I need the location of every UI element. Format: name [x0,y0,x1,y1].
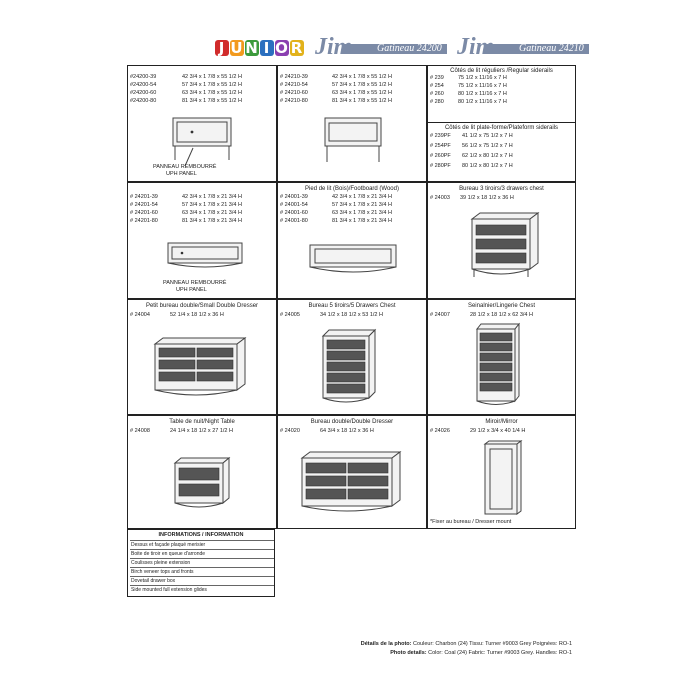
spec-code: # 24001-39 [280,194,308,200]
spec-dims: 81 3/4 x 1 7/8 x 55 1/2 H [182,98,242,104]
jim-model: Gatineau 24210 [519,43,584,54]
junior-letter: R [290,39,304,57]
spec-code: # 24201-80 [130,218,158,224]
lingerie-chest-drawing [473,324,528,410]
spec-dims: 63 3/4 x 1 7/8 x 55 1/2 H [332,90,392,96]
spec-dims: 75 1/2 x 11/16 x 7 H [458,83,507,89]
photo-details-fr-label: Détails de la photo: [360,641,412,647]
spec-row [430,90,507,98]
spec-row [130,89,242,97]
double-dresser-drawing [300,452,406,518]
information-title: INFORMATIONS / INFORMATION [158,532,244,538]
spec-row [280,311,383,319]
spec-code: #24200-60 [130,90,157,96]
jim-brand: Jim [315,34,353,60]
cell-headboard-24200 [127,65,277,182]
spec-dims: 24 1/4 x 18 1/2 x 27 1/2 H [170,428,233,434]
spec-dims: 81 3/4 x 1 7/8 x 21 3/4 H [332,218,392,224]
small-double-dresser-drawing [153,338,253,403]
footboard-wood-drawing [308,241,400,277]
spec-row [430,132,513,140]
mirror-drawing [483,441,523,519]
photo-details-fr [361,640,572,649]
spec-dims: 28 1/2 x 18 1/2 x 62 3/4 H [470,312,533,318]
cell-chest-24005 [277,299,427,415]
spec-code: # 24001-60 [280,210,308,216]
mirror-note: *Fixer au bureau / Dresser mount [430,519,512,525]
spec-dims: 57 3/4 x 1 7/8 x 21 3/4 H [332,202,392,208]
spec-dims: 63 3/4 x 1 7/8 x 55 1/2 H [182,90,242,96]
cell-title: Miroir/Mirror [485,419,518,425]
spec-code: # 24210-39 [280,74,308,80]
spec-row [280,427,374,435]
information-box [127,529,275,597]
cell-footboard-24201 [127,182,277,299]
spec-row [430,427,525,435]
spec-dims: 39 1/2 x 18 1/2 x 36 H [460,195,514,201]
cell-small-double-dresser [127,299,277,415]
spec-row [130,193,242,201]
spec-dims: 80 1/2 x 11/16 x 7 H [458,99,507,105]
spec-code: # 24201-54 [130,202,158,208]
divider [428,122,575,123]
spec-dims: 63 3/4 x 1 7/8 x 21 3/4 H [182,210,242,216]
spec-row [430,194,514,202]
cell-title: Table de nuit/Night Table [169,419,235,425]
spec-dims: 52 1/4 x 18 1/2 x 36 H [170,312,224,318]
spec-dims: 42 3/4 x 1 7/8 x 21 3/4 H [182,194,242,200]
cell-subtitle: Côtés de lit plate-forme/Plateform siderails [444,125,559,131]
cell-title: Pied de lit (Bois)/Footboard (Wood) [305,186,399,192]
jim-brand: Jim [457,34,495,60]
photo-details-en-label: Photo details: [390,650,427,656]
photo-details [361,640,572,658]
cell-siderails [427,65,576,182]
spec-code: #24200-54 [130,82,157,88]
brand-header [0,36,700,66]
spec-code: # 24210-60 [280,90,308,96]
spec-code: # 24004 [130,312,150,318]
spec-row [130,311,224,319]
spec-code: # 24201-60 [130,210,158,216]
spec-code: # 24007 [430,312,450,318]
spec-dims: 34 1/2 x 18 1/2 x 53 1/2 H [320,312,383,318]
junior-letter: N [245,39,259,57]
spec-row [430,74,507,82]
junior-letter: J [215,40,229,56]
spec-code: #24200-80 [130,98,157,104]
spec-row [430,311,533,319]
information-line: Dovetail drawer box [130,576,274,585]
cell-chest-24003 [427,182,576,299]
photo-details-en-text: Color: Coal (24) Fabric: Turner #9003 Grey. Handles: RO-1 [426,650,572,656]
spec-code: # 24001-54 [280,202,308,208]
spec-row [280,73,392,81]
photo-details-en [361,649,572,658]
spec-code: # 254 [430,83,444,89]
information-line: Dessus et façade plaqué merisier [130,540,274,549]
cell-title: Bureau 3 tiroirs/3 drawers chest [459,186,544,192]
spec-row [280,217,392,225]
spec-row [430,162,513,170]
jim-logo-24200 [315,34,447,60]
footboard-upholstered-drawing [166,239,246,271]
spec-row [130,73,242,81]
cell-mirror [427,415,576,529]
information-line: Boite de tiroir en queue d'arronde [130,549,274,558]
spec-dims: 81 3/4 x 1 7/8 x 55 1/2 H [332,98,392,104]
jim-logo-24210 [457,34,589,60]
information-line: Birch veneer tops and fronts [130,567,274,576]
panel-note: PANNEAU REMBOURRÉ [153,164,217,170]
panel-note-en: UPH PANEL [176,287,207,293]
spec-row [430,152,513,160]
junior-letter: I [260,40,274,56]
spec-row [280,201,392,209]
spec-row [430,98,507,106]
spec-dims: 62 1/2 x 80 1/2 x 7 H [462,153,513,159]
spec-dims: 57 3/4 x 1 7/8 x 55 1/2 H [182,82,242,88]
cell-title: Côtés de lit réguliers /Regular siderails [450,68,553,74]
spec-code: # 280 [430,99,444,105]
photo-details-fr-text: Couleur: Charbon (24) Tissu: Turner #9003 Grey Poignées: RO-1 [411,641,572,647]
cell-night-table [127,415,277,529]
spec-dims: 29 1/2 x 3/4 x 40 1/4 H [470,428,526,434]
cell-title: Petit bureau double/Small Double Dresser [145,303,259,309]
spec-row [280,209,392,217]
spec-row [130,217,242,225]
spec-dims: 75 1/2 x 11/16 x 7 H [458,75,507,81]
spec-code: # 24008 [130,428,150,434]
information-line: Coulisses pleine extension [130,558,274,567]
spec-row [280,193,392,201]
cell-headboard-24210 [277,65,427,182]
spec-code: # 280PF [430,163,451,169]
spec-code: # 260 [430,91,444,97]
cell-title: Seinalnier/Lingerie Chest [467,303,536,309]
information-line: Side mounted full extension glides [130,585,274,594]
spec-row [430,142,513,150]
spec-dims: 41 1/2 x 75 1/2 x 7 H [462,133,513,139]
spec-row [130,209,242,217]
panel-note-en: UPH PANEL [166,171,197,177]
spec-row [280,89,392,97]
spec-dims: 42 3/4 x 1 7/8 x 21 3/4 H [332,194,392,200]
spec-dims: 42 3/4 x 1 7/8 x 55 1/2 H [182,74,242,80]
night-table-drawing [173,458,233,516]
spec-code: # 24020 [280,428,300,434]
spec-row [130,81,242,89]
cell-lingerie-chest [427,299,576,415]
spec-code: # 24001-80 [280,218,308,224]
spec-dims: 57 3/4 x 1 7/8 x 55 1/2 H [332,82,392,88]
junior-letter: U [230,39,244,57]
spec-row [130,97,242,105]
spec-dims: 56 1/2 x 75 1/2 x 7 H [462,143,513,149]
spec-dims: 81 3/4 x 1 7/8 x 21 3/4 H [182,218,242,224]
spec-dims: 80 1/2 x 11/16 x 7 H [458,91,507,97]
spec-dims: 80 1/2 x 80 1/2 x 7 H [462,163,513,169]
spec-code: #24200-39 [130,74,157,80]
spec-code: # 260PF [430,153,451,159]
chest-3-drawer-drawing [468,213,543,281]
spec-dims: 63 3/4 x 1 7/8 x 21 3/4 H [332,210,392,216]
spec-row [280,97,392,105]
headboard-wood-drawing [320,116,390,164]
chest-5-drawer-drawing [321,330,381,408]
spec-row [130,201,242,209]
cell-double-dresser [277,415,427,529]
spec-code: # 254PF [430,143,451,149]
junior-letter: O [275,39,289,57]
spec-dims: 42 3/4 x 1 7/8 x 55 1/2 H [332,74,392,80]
cell-title: Bureau double/Double Dresser [310,419,394,425]
spec-dims: 57 3/4 x 1 7/8 x 21 3/4 H [182,202,242,208]
spec-row [130,427,233,435]
panel-note: PANNEAU REMBOURRÉ [163,280,227,286]
spec-code: # 24201-39 [130,194,158,200]
spec-code: # 24210-80 [280,98,308,104]
jim-model: Gatineau 24200 [377,43,442,54]
spec-code: # 24005 [280,312,300,318]
spec-code: # 24003 [430,195,450,201]
spec-row [430,82,507,90]
spec-code: # 239PF [430,133,451,139]
spec-code: # 239 [430,75,444,81]
junior-logo [215,39,305,57]
spec-row [280,81,392,89]
spec-code: # 24210-54 [280,82,308,88]
cell-title: Bureau 5 tiroirs/5 Drawers Chest [308,303,396,309]
spec-code: # 24026 [430,428,450,434]
cell-footboard-24001 [277,182,427,299]
spec-dims: 64 3/4 x 18 1/2 x 36 H [320,428,374,434]
